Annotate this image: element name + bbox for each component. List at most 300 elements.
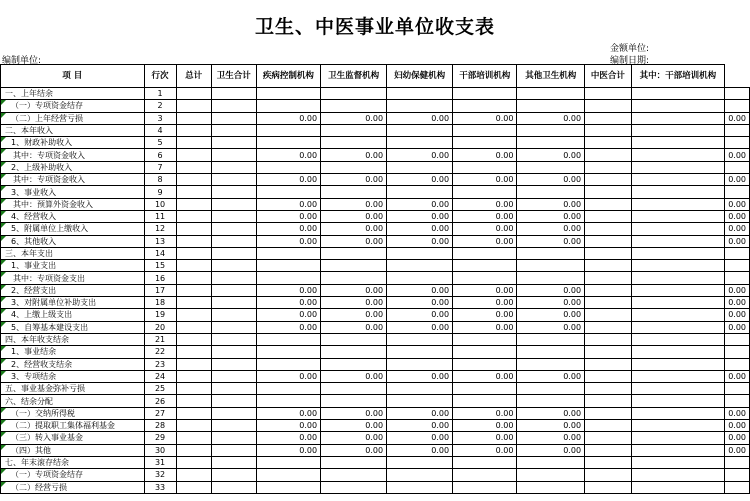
value-cell[interactable] [321,137,387,149]
value-cell[interactable] [517,161,585,173]
value-cell[interactable] [585,174,632,186]
value-cell[interactable] [387,161,453,173]
value-cell[interactable] [176,100,211,112]
value-cell[interactable] [517,137,585,149]
value-cell[interactable] [585,432,632,444]
value-cell[interactable] [631,161,725,173]
value-cell[interactable] [585,223,632,235]
value-cell[interactable] [321,383,387,395]
value-cell[interactable]: 0.00 [725,235,750,247]
value-cell[interactable] [631,124,725,136]
value-cell[interactable] [211,321,256,333]
value-cell[interactable] [517,395,585,407]
value-cell[interactable] [321,260,387,272]
row-item-label[interactable]: 四、本年收支结余 [1,333,145,345]
value-cell[interactable] [585,333,632,345]
value-cell[interactable] [256,358,320,370]
value-cell[interactable]: 0.00 [453,321,517,333]
value-cell[interactable]: 0.00 [321,420,387,432]
value-cell[interactable]: 0.00 [387,210,453,222]
value-cell[interactable]: 0.00 [256,112,320,124]
value-cell[interactable] [211,481,256,493]
value-cell[interactable]: 0.00 [387,407,453,419]
value-cell[interactable] [453,161,517,173]
value-cell[interactable] [585,284,632,296]
value-cell[interactable]: 0.00 [256,309,320,321]
value-cell[interactable]: 0.00 [256,235,320,247]
row-number[interactable]: 4 [144,124,176,136]
row-item-label[interactable]: 1、财政补助收入 [1,137,145,149]
row-number[interactable]: 25 [144,383,176,395]
value-cell[interactable] [725,346,750,358]
value-cell[interactable]: 0.00 [321,407,387,419]
row-number[interactable]: 21 [144,333,176,345]
value-cell[interactable]: 0.00 [387,223,453,235]
value-cell[interactable] [585,247,632,259]
row-item-label[interactable]: 五、事业基金弥补亏损 [1,383,145,395]
value-cell[interactable] [453,481,517,493]
value-cell[interactable]: 0.00 [387,420,453,432]
value-cell[interactable]: 0.00 [387,321,453,333]
value-cell[interactable]: 0.00 [517,198,585,210]
value-cell[interactable] [176,481,211,493]
row-item-label[interactable]: 1、事业支出 [1,260,145,272]
value-cell[interactable]: 0.00 [517,432,585,444]
value-cell[interactable] [585,309,632,321]
row-item-label[interactable]: 一、上年结余 [1,88,145,100]
row-number[interactable]: 11 [144,210,176,222]
value-cell[interactable] [631,112,725,124]
row-number[interactable]: 5 [144,137,176,149]
value-cell[interactable] [211,370,256,382]
value-cell[interactable] [321,395,387,407]
value-cell[interactable] [585,161,632,173]
value-cell[interactable] [585,383,632,395]
value-cell[interactable] [176,456,211,468]
value-cell[interactable] [387,456,453,468]
value-cell[interactable] [176,149,211,161]
value-cell[interactable] [725,456,750,468]
value-cell[interactable]: 0.00 [725,112,750,124]
value-cell[interactable] [585,444,632,456]
value-cell[interactable] [211,100,256,112]
value-cell[interactable] [585,346,632,358]
value-cell[interactable] [631,88,725,100]
value-cell[interactable] [256,247,320,259]
value-cell[interactable] [585,395,632,407]
value-cell[interactable] [517,456,585,468]
value-cell[interactable]: 0.00 [256,210,320,222]
value-cell[interactable] [585,112,632,124]
value-cell[interactable] [176,333,211,345]
value-cell[interactable]: 0.00 [321,444,387,456]
row-number[interactable]: 2 [144,100,176,112]
value-cell[interactable] [453,469,517,481]
value-cell[interactable] [453,186,517,198]
value-cell[interactable]: 0.00 [453,223,517,235]
value-cell[interactable]: 0.00 [517,235,585,247]
row-item-label[interactable]: （二）上年经营亏损 [1,112,145,124]
value-cell[interactable] [631,395,725,407]
value-cell[interactable] [585,198,632,210]
value-cell[interactable] [631,420,725,432]
value-cell[interactable] [725,272,750,284]
value-cell[interactable] [256,383,320,395]
row-item-label[interactable]: 其中：专项资金收入 [1,149,145,161]
value-cell[interactable] [631,198,725,210]
value-cell[interactable]: 0.00 [725,297,750,309]
value-cell[interactable] [585,407,632,419]
value-cell[interactable] [176,174,211,186]
value-cell[interactable] [211,161,256,173]
value-cell[interactable] [321,469,387,481]
value-cell[interactable] [211,112,256,124]
row-number[interactable]: 16 [144,272,176,284]
value-cell[interactable] [211,124,256,136]
value-cell[interactable] [517,481,585,493]
row-item-label[interactable]: （二）提取职工集体福利基金 [1,420,145,432]
value-cell[interactable] [631,346,725,358]
value-cell[interactable] [517,88,585,100]
value-cell[interactable] [631,100,725,112]
value-cell[interactable] [453,346,517,358]
value-cell[interactable] [176,297,211,309]
value-cell[interactable] [517,124,585,136]
value-cell[interactable]: 0.00 [725,149,750,161]
value-cell[interactable]: 0.00 [725,284,750,296]
value-cell[interactable] [211,444,256,456]
row-item-label[interactable]: 其中：预算外资金收入 [1,198,145,210]
value-cell[interactable]: 0.00 [453,444,517,456]
value-cell[interactable] [211,260,256,272]
value-cell[interactable]: 0.00 [256,284,320,296]
value-cell[interactable] [176,444,211,456]
row-item-label[interactable]: 6、其他收入 [1,235,145,247]
row-number[interactable]: 18 [144,297,176,309]
value-cell[interactable] [256,161,320,173]
value-cell[interactable] [631,370,725,382]
row-number[interactable]: 29 [144,432,176,444]
value-cell[interactable] [321,88,387,100]
value-cell[interactable] [453,456,517,468]
value-cell[interactable] [453,124,517,136]
value-cell[interactable]: 0.00 [517,174,585,186]
value-cell[interactable] [387,395,453,407]
value-cell[interactable] [387,137,453,149]
row-item-label[interactable]: （三）转入事业基金 [1,432,145,444]
value-cell[interactable]: 0.00 [387,297,453,309]
value-cell[interactable] [387,88,453,100]
value-cell[interactable] [453,137,517,149]
value-cell[interactable] [725,395,750,407]
value-cell[interactable] [631,260,725,272]
row-item-label[interactable]: 3、专项结余 [1,370,145,382]
value-cell[interactable] [321,247,387,259]
value-cell[interactable] [725,100,750,112]
value-cell[interactable] [453,333,517,345]
value-cell[interactable] [387,124,453,136]
value-cell[interactable] [631,272,725,284]
value-cell[interactable]: 0.00 [321,223,387,235]
value-cell[interactable] [211,247,256,259]
value-cell[interactable] [256,333,320,345]
value-cell[interactable]: 0.00 [387,284,453,296]
value-cell[interactable] [211,235,256,247]
value-cell[interactable]: 0.00 [321,112,387,124]
row-item-label[interactable]: 5、自筹基本建设支出 [1,321,145,333]
value-cell[interactable] [176,198,211,210]
value-cell[interactable] [631,210,725,222]
row-number[interactable]: 9 [144,186,176,198]
value-cell[interactable]: 0.00 [453,112,517,124]
value-cell[interactable] [631,456,725,468]
row-item-label[interactable]: 2、上级补助收入 [1,161,145,173]
value-cell[interactable]: 0.00 [453,284,517,296]
value-cell[interactable] [725,469,750,481]
row-number[interactable]: 7 [144,161,176,173]
value-cell[interactable] [517,186,585,198]
row-item-label[interactable]: （一）专项资金结存 [1,100,145,112]
value-cell[interactable] [631,321,725,333]
value-cell[interactable] [211,137,256,149]
value-cell[interactable]: 0.00 [725,198,750,210]
value-cell[interactable] [256,395,320,407]
value-cell[interactable] [176,186,211,198]
value-cell[interactable]: 0.00 [725,432,750,444]
value-cell[interactable] [176,395,211,407]
row-number[interactable]: 23 [144,358,176,370]
value-cell[interactable] [176,235,211,247]
value-cell[interactable] [585,124,632,136]
value-cell[interactable]: 0.00 [453,432,517,444]
value-cell[interactable] [631,358,725,370]
value-cell[interactable]: 0.00 [256,149,320,161]
row-item-label[interactable]: 三、本年支出 [1,247,145,259]
value-cell[interactable] [387,333,453,345]
value-cell[interactable]: 0.00 [256,297,320,309]
value-cell[interactable] [631,469,725,481]
row-number[interactable]: 3 [144,112,176,124]
value-cell[interactable] [387,186,453,198]
value-cell[interactable]: 0.00 [517,210,585,222]
value-cell[interactable] [631,407,725,419]
value-cell[interactable] [176,469,211,481]
value-cell[interactable]: 0.00 [725,407,750,419]
value-cell[interactable] [211,420,256,432]
value-cell[interactable] [585,358,632,370]
value-cell[interactable] [387,272,453,284]
value-cell[interactable] [585,88,632,100]
row-number[interactable]: 15 [144,260,176,272]
value-cell[interactable] [585,235,632,247]
value-cell[interactable] [211,469,256,481]
value-cell[interactable] [176,284,211,296]
value-cell[interactable] [321,481,387,493]
value-cell[interactable] [321,124,387,136]
value-cell[interactable] [631,432,725,444]
row-number[interactable]: 20 [144,321,176,333]
value-cell[interactable] [211,186,256,198]
value-cell[interactable] [585,272,632,284]
value-cell[interactable] [176,358,211,370]
row-number[interactable]: 30 [144,444,176,456]
value-cell[interactable]: 0.00 [387,309,453,321]
row-item-label[interactable]: 2、经营收支结余 [1,358,145,370]
value-cell[interactable] [211,346,256,358]
value-cell[interactable] [725,247,750,259]
value-cell[interactable]: 0.00 [387,370,453,382]
value-cell[interactable] [256,346,320,358]
value-cell[interactable]: 0.00 [517,420,585,432]
value-cell[interactable]: 0.00 [725,223,750,235]
value-cell[interactable]: 0.00 [725,370,750,382]
value-cell[interactable]: 0.00 [321,235,387,247]
value-cell[interactable]: 0.00 [321,284,387,296]
value-cell[interactable]: 0.00 [453,309,517,321]
value-cell[interactable] [585,370,632,382]
value-cell[interactable]: 0.00 [517,407,585,419]
row-number[interactable]: 13 [144,235,176,247]
value-cell[interactable] [453,358,517,370]
value-cell[interactable] [211,297,256,309]
value-cell[interactable] [725,186,750,198]
row-number[interactable]: 32 [144,469,176,481]
value-cell[interactable]: 0.00 [387,432,453,444]
value-cell[interactable]: 0.00 [725,309,750,321]
value-cell[interactable] [725,260,750,272]
value-cell[interactable] [211,149,256,161]
value-cell[interactable] [176,124,211,136]
value-cell[interactable] [517,469,585,481]
value-cell[interactable] [176,161,211,173]
value-cell[interactable] [517,346,585,358]
value-cell[interactable]: 0.00 [321,198,387,210]
value-cell[interactable] [321,161,387,173]
value-cell[interactable] [585,210,632,222]
value-cell[interactable] [631,223,725,235]
value-cell[interactable] [211,210,256,222]
value-cell[interactable]: 0.00 [387,174,453,186]
value-cell[interactable] [517,383,585,395]
row-item-label[interactable]: （二）经营亏损 [1,481,145,493]
row-item-label[interactable]: （一）专项资金结存 [1,469,145,481]
value-cell[interactable] [517,272,585,284]
row-item-label[interactable]: 4、上缴上级支出 [1,309,145,321]
value-cell[interactable] [321,272,387,284]
value-cell[interactable] [176,88,211,100]
value-cell[interactable] [387,481,453,493]
value-cell[interactable]: 0.00 [321,149,387,161]
value-cell[interactable]: 0.00 [387,198,453,210]
row-item-label[interactable]: 其中：专项资金支出 [1,272,145,284]
value-cell[interactable] [211,358,256,370]
value-cell[interactable] [176,309,211,321]
row-number[interactable]: 27 [144,407,176,419]
value-cell[interactable]: 0.00 [256,370,320,382]
value-cell[interactable] [176,137,211,149]
row-number[interactable]: 17 [144,284,176,296]
value-cell[interactable] [453,88,517,100]
value-cell[interactable] [725,333,750,345]
value-cell[interactable]: 0.00 [453,198,517,210]
row-item-label[interactable]: （一）交纳所得税 [1,407,145,419]
value-cell[interactable] [387,358,453,370]
value-cell[interactable]: 0.00 [321,309,387,321]
value-cell[interactable] [585,137,632,149]
value-cell[interactable]: 0.00 [321,370,387,382]
row-item-label[interactable]: 3、事业收入 [1,186,145,198]
value-cell[interactable]: 0.00 [517,149,585,161]
row-item-label[interactable]: 七、年末滚存结余 [1,456,145,468]
value-cell[interactable] [176,210,211,222]
value-cell[interactable] [176,260,211,272]
value-cell[interactable] [725,481,750,493]
row-number[interactable]: 1 [144,88,176,100]
row-number[interactable]: 14 [144,247,176,259]
value-cell[interactable] [321,358,387,370]
value-cell[interactable] [631,481,725,493]
row-item-label[interactable]: 其中：专项资金收入 [1,174,145,186]
value-cell[interactable] [176,370,211,382]
row-number[interactable]: 10 [144,198,176,210]
value-cell[interactable] [256,186,320,198]
value-cell[interactable] [517,247,585,259]
row-number[interactable]: 31 [144,456,176,468]
value-cell[interactable]: 0.00 [725,210,750,222]
value-cell[interactable]: 0.00 [453,370,517,382]
value-cell[interactable]: 0.00 [256,407,320,419]
value-cell[interactable]: 0.00 [453,297,517,309]
row-number[interactable]: 22 [144,346,176,358]
value-cell[interactable] [211,198,256,210]
value-cell[interactable] [453,272,517,284]
row-item-label[interactable]: 2、经营支出 [1,284,145,296]
value-cell[interactable]: 0.00 [517,370,585,382]
value-cell[interactable]: 0.00 [453,420,517,432]
value-cell[interactable] [176,112,211,124]
value-cell[interactable]: 0.00 [517,321,585,333]
value-cell[interactable]: 0.00 [321,321,387,333]
value-cell[interactable] [211,272,256,284]
value-cell[interactable]: 0.00 [453,149,517,161]
value-cell[interactable]: 0.00 [517,112,585,124]
value-cell[interactable] [631,383,725,395]
value-cell[interactable] [453,247,517,259]
value-cell[interactable] [387,469,453,481]
value-cell[interactable]: 0.00 [387,112,453,124]
value-cell[interactable] [517,333,585,345]
row-number[interactable]: 12 [144,223,176,235]
value-cell[interactable]: 0.00 [453,174,517,186]
value-cell[interactable] [631,333,725,345]
value-cell[interactable] [211,383,256,395]
value-cell[interactable]: 0.00 [256,198,320,210]
value-cell[interactable] [211,223,256,235]
value-cell[interactable] [725,137,750,149]
value-cell[interactable] [631,186,725,198]
value-cell[interactable] [631,149,725,161]
row-number[interactable]: 6 [144,149,176,161]
value-cell[interactable] [387,260,453,272]
value-cell[interactable] [176,223,211,235]
value-cell[interactable]: 0.00 [321,174,387,186]
value-cell[interactable]: 0.00 [453,210,517,222]
value-cell[interactable]: 0.00 [453,235,517,247]
value-cell[interactable] [176,346,211,358]
row-item-label[interactable]: （四）其他 [1,444,145,456]
value-cell[interactable] [256,469,320,481]
value-cell[interactable]: 0.00 [256,432,320,444]
